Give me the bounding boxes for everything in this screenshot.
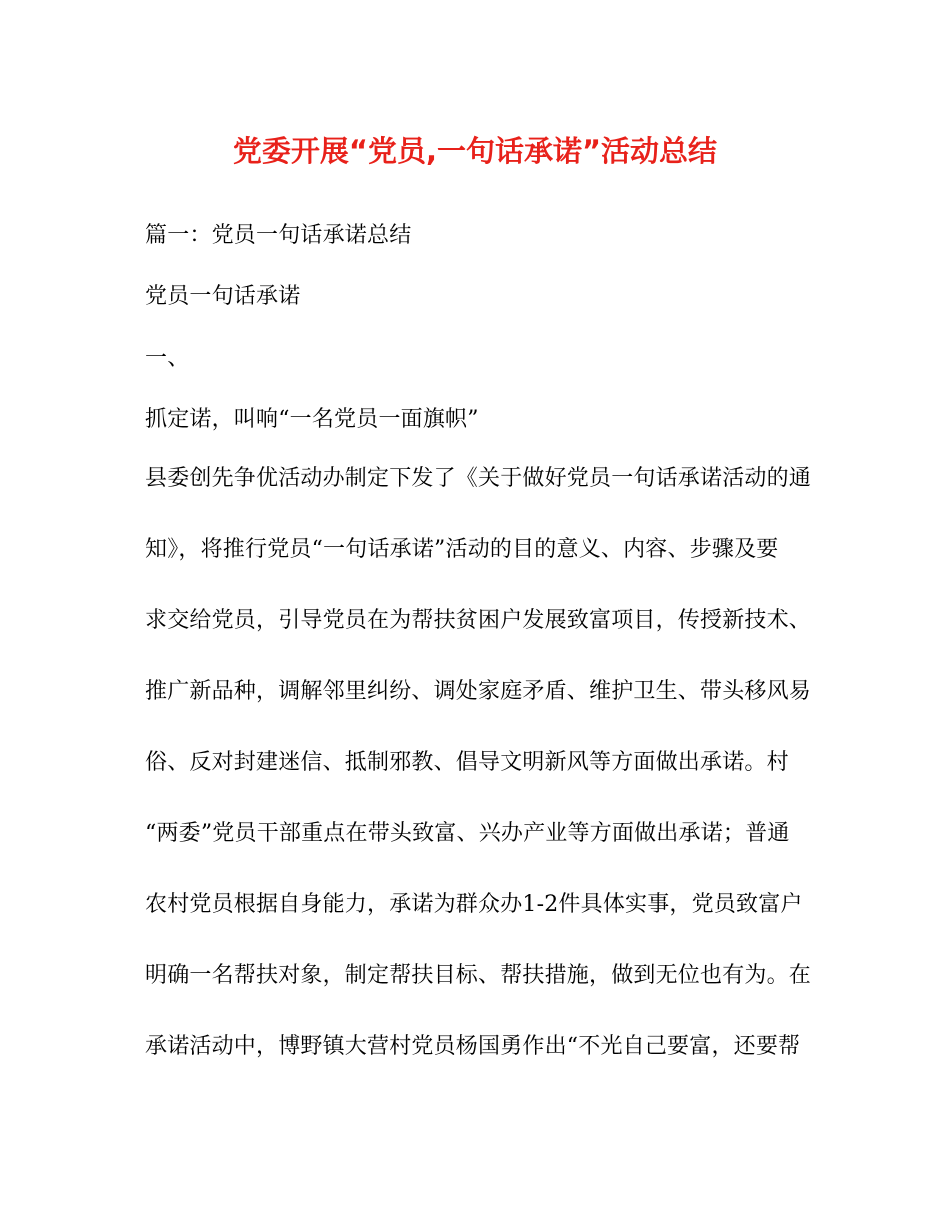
body-line: 农村党员根据自身能力，承诺为群众办1-2件具体实事，党员致富户 [145, 892, 803, 917]
section-heading: 篇一：党员一句话承诺总结 [145, 223, 412, 248]
list-number: 一、 [145, 346, 190, 371]
body-line: 明确一名帮扶对象，制定帮扶目标、帮扶措施，做到无位也有为。在 [145, 963, 812, 988]
body-line: 知》，将推行党员“一句话承诺”活动的目的意义、内容、步骤及要 [145, 537, 779, 562]
subheading: 党员一句话承诺 [145, 284, 301, 309]
body-line: 俗、反对封建迷信、抵制邪教、倡导文明新风等方面做出承诺。村 [145, 750, 789, 775]
body-line: 推广新品种，调解邻里纠纷、调处家庭矛盾、维护卫生、带头移风易 [145, 679, 812, 704]
body-line: 承诺活动中，博野镇大营村党员杨国勇作出“不光自己要富，还要帮 [145, 1034, 801, 1059]
paragraph-heading: 抓定诺，叫响“一名党员一面旗帜” [145, 407, 479, 432]
body-line: “两委”党员干部重点在带头致富、兴办产业等方面做出承诺；普通 [145, 821, 790, 846]
document-title: 党委开展“党员,一句话承诺”活动总结 [232, 134, 718, 168]
body-line: 求交给党员，引导党员在为帮扶贫困户发展致富项目，传授新技术、 [145, 608, 812, 633]
body-line: 县委创先争优活动办制定下发了《关于做好党员一句话承诺活动的通 [145, 466, 812, 491]
